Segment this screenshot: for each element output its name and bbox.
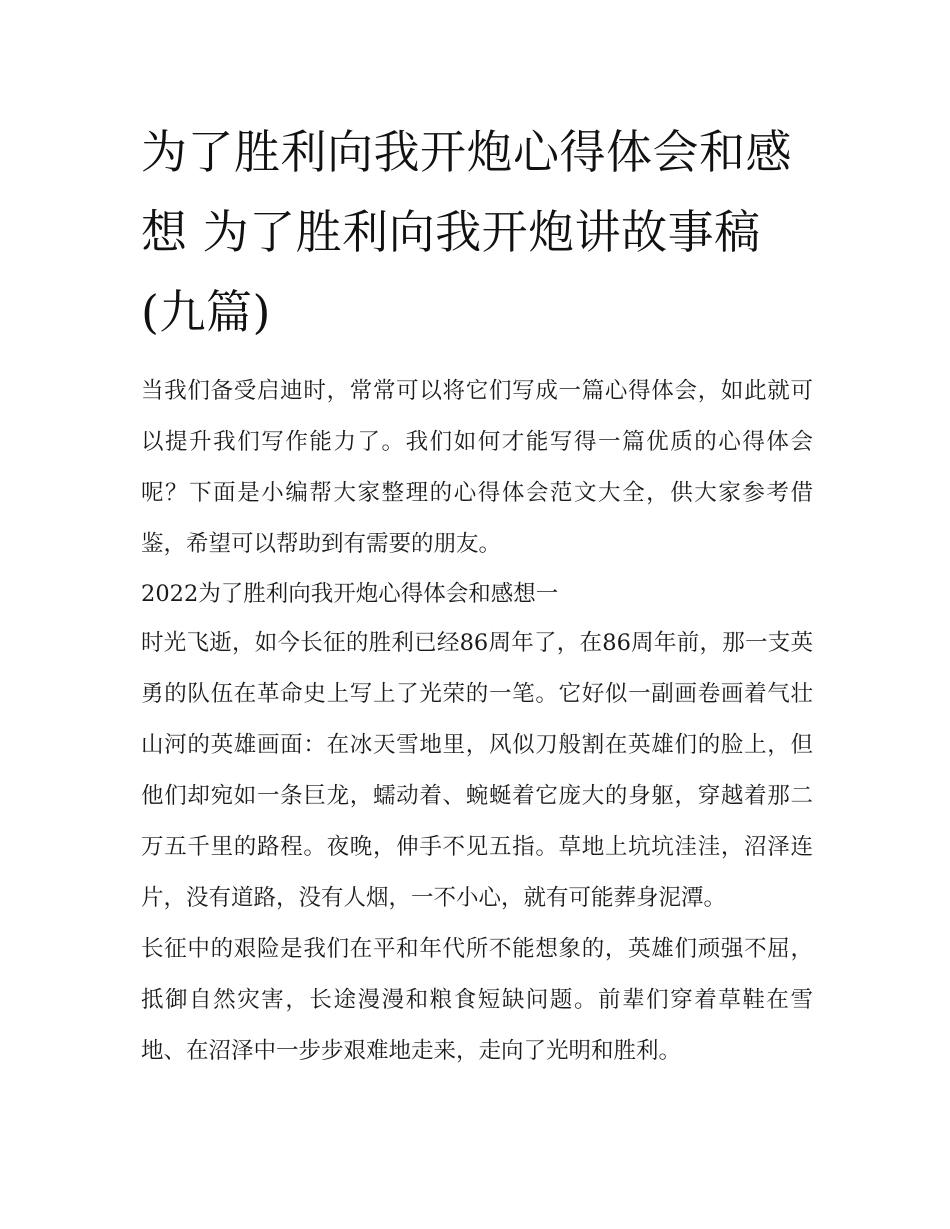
document-content [141,112,813,1077]
body-paragraph-1: 时光飞逝，如今长征的胜利已经86周年了，在86周年前，那一支英勇的队伍在革命史上写上了光荣的一笔。它好似一副画卷画着气壮山河的英雄画面：在冰天雪地里，风似刀般割在英雄们的脸上，但他们却宛如一条巨龙，蠕动着、蜿蜒着它庞大的身躯，穿越着那二万五千里的路程。夜晚，伸手不见五指。草地上坑坑洼洼，沼泽连片，没有道路，没有人烟，一不小心，就有可能葬身泥潭。 [141,630,813,911]
section-heading: 2022为了胜利向我开炮心得体会和感想一 [141,581,559,607]
intro-paragraph: 当我们备受启迪时，常常可以将它们写成一篇心得体会，如此就可以提升我们写作能力了。我们如何才能写得一篇优质的心得体会呢？下面是小编帮大家整理的心得体会范文大全，供大家参考借鉴，希望可以帮助到有需要的朋友。 [141,378,813,557]
document-title: 为了胜利向我开炮心得体会和感想 为了胜利向我开炮讲故事稿(九篇) [141,125,792,339]
body-paragraph-2: 长征中的艰险是我们在平和年代所不能想象的，英雄们顽强不屈，抵御自然灾害，长途漫漫和粮食短缺问题。前辈们穿着草鞋在雪地、在沼泽中一步步艰难地走来，走向了光明和胜利。 [141,936,813,1064]
